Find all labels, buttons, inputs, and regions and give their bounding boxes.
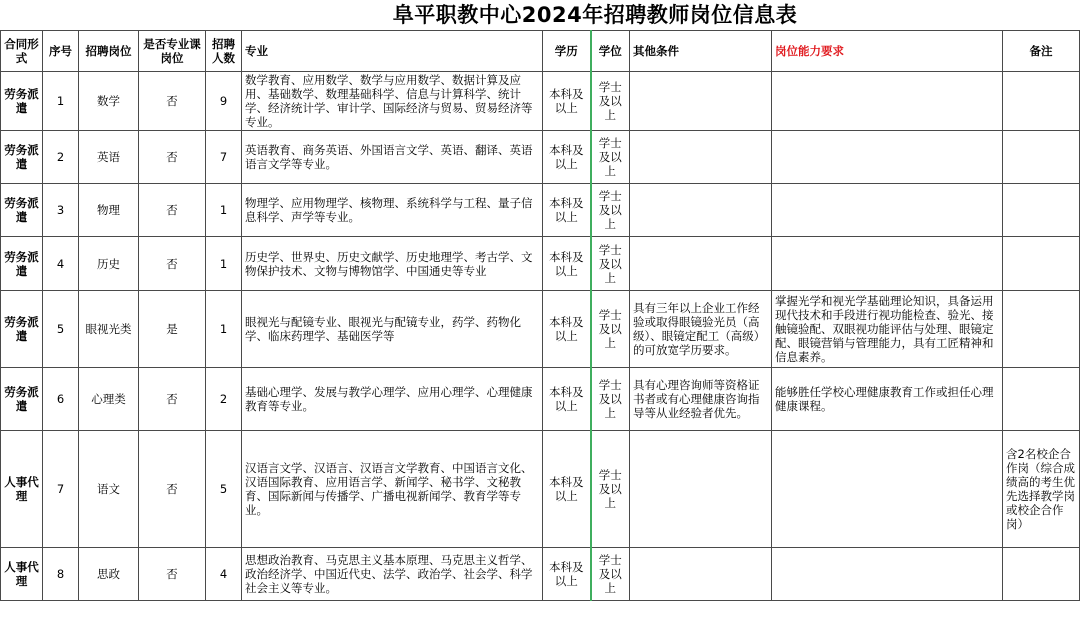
cell-ability: [772, 184, 1003, 237]
table-row: [1, 291, 1080, 368]
cell-specialized: 否: [139, 431, 206, 548]
cell-count: 9: [206, 72, 242, 131]
table-row: [1, 72, 1080, 131]
cell-contract: 人事代理: [1, 548, 43, 601]
header-count: 招聘人数: [206, 31, 242, 72]
table-row: [1, 184, 1080, 237]
cell-education: 本科及以上: [543, 291, 591, 368]
header-education: 学历: [543, 31, 591, 72]
cell-ability: [772, 431, 1003, 548]
cell-seq: 2: [43, 131, 79, 184]
cell-count: 1: [206, 237, 242, 291]
cell-contract: 劳务派遣: [1, 72, 43, 131]
cell-education: 本科及以上: [543, 184, 591, 237]
cell-remark: [1003, 131, 1080, 184]
cell-specialized: 否: [139, 548, 206, 601]
cell-education: 本科及以上: [543, 131, 591, 184]
cell-specialized: 是: [139, 291, 206, 368]
cell-degree: 学士及以上: [591, 237, 630, 291]
cell-remark: 含2名校企合作岗（综合成绩高的考生优先选择教学岗或校企合作岗）: [1003, 431, 1080, 548]
cell-degree: 学士及以上: [591, 431, 630, 548]
cell-seq: 8: [43, 548, 79, 601]
cell-education: 本科及以上: [543, 72, 591, 131]
cell-contract: 劳务派遣: [1, 184, 43, 237]
header-degree: 学位: [591, 31, 630, 72]
cell-specialized: 否: [139, 72, 206, 131]
cell-ability: [772, 548, 1003, 601]
cell-count: 7: [206, 131, 242, 184]
cell-post: 心理类: [79, 368, 139, 431]
cell-remark: [1003, 368, 1080, 431]
cell-education: 本科及以上: [543, 548, 591, 601]
cell-count: 4: [206, 548, 242, 601]
cell-count: 2: [206, 368, 242, 431]
cell-other: 具有心理咨询师等资格证书者或有心理健康咨询指导等从业经验者优先。: [630, 368, 772, 431]
table-header-row: [1, 31, 1080, 72]
table-row: [1, 237, 1080, 291]
cell-education: 本科及以上: [543, 368, 591, 431]
cell-ability: 能够胜任学校心理健康教育工作或担任心理健康课程。: [772, 368, 1003, 431]
cell-remark: [1003, 548, 1080, 601]
cell-remark: [1003, 291, 1080, 368]
header-other: 其他条件: [630, 31, 772, 72]
cell-major: 数学教育、应用数学、数学与应用数学、数据计算及应用、基础数学、数理基础科学、信息与计算科学、统计学、经济统计学、审计学、国际经济与贸易、贸易经济等专业。: [242, 72, 543, 131]
cell-major: 历史学、世界史、历史文献学、历史地理学、考古学、文物保护技术、文物与博物馆学、中国通史等专业: [242, 237, 543, 291]
header-remark: 备注: [1003, 31, 1080, 72]
cell-education: 本科及以上: [543, 431, 591, 548]
header-specialized: 是否专业课岗位: [139, 31, 206, 72]
cell-post: 历史: [79, 237, 139, 291]
cell-post: 英语: [79, 131, 139, 184]
cell-education: 本科及以上: [543, 237, 591, 291]
cell-remark: [1003, 237, 1080, 291]
cell-other: [630, 184, 772, 237]
cell-count: 5: [206, 431, 242, 548]
cell-degree: 学士及以上: [591, 131, 630, 184]
cell-remark: [1003, 72, 1080, 131]
header-seq: 序号: [43, 31, 79, 72]
cell-seq: 6: [43, 368, 79, 431]
cell-post: 物理: [79, 184, 139, 237]
header-ability: 岗位能力要求: [772, 31, 1003, 72]
cell-major: 眼视光与配镜专业、眼视光与配镜专业，药学、药物化学、临床药理学、基础医学等: [242, 291, 543, 368]
cell-degree: 学士及以上: [591, 184, 630, 237]
cell-post: 语文: [79, 431, 139, 548]
cell-degree: 学士及以上: [591, 72, 630, 131]
cell-major: 英语教育、商务英语、外国语言文学、英语、翻译、英语语言文学等专业。: [242, 131, 543, 184]
cell-seq: 3: [43, 184, 79, 237]
cell-specialized: 否: [139, 237, 206, 291]
table-row: [1, 131, 1080, 184]
table-row: [1, 548, 1080, 601]
cell-contract: 劳务派遣: [1, 237, 43, 291]
cell-ability: [772, 237, 1003, 291]
header-post: 招聘岗位: [79, 31, 139, 72]
cell-ability: 掌握光学和视光学基础理论知识，具备运用现代技术和手段进行视功能检查、验光、接触镜验配、双眼视功能评估与处理、眼镜定配、眼镜营销与管理能力，具有工匠精神和信息素养。: [772, 291, 1003, 368]
cell-seq: 5: [43, 291, 79, 368]
cell-degree: 学士及以上: [591, 368, 630, 431]
table-row: [1, 368, 1080, 431]
cell-degree: 学士及以上: [591, 548, 630, 601]
cell-seq: 4: [43, 237, 79, 291]
cell-degree: 学士及以上: [591, 291, 630, 368]
table-row: [1, 431, 1080, 548]
cell-major: 基础心理学、发展与教学心理学、应用心理学、心理健康教育等专业。: [242, 368, 543, 431]
cell-major: 物理学、应用物理学、核物理、系统科学与工程、量子信息科学、声学等专业。: [242, 184, 543, 237]
cell-major: 思想政治教育、马克思主义基本原理、马克思主义哲学、政治经济学、中国近代史、法学、政治学、社会学、科学社会主义等专业。: [242, 548, 543, 601]
cell-other: [630, 72, 772, 131]
cell-count: 1: [206, 291, 242, 368]
cell-contract: 劳务派遣: [1, 368, 43, 431]
cell-other: [630, 131, 772, 184]
cell-other: [630, 548, 772, 601]
cell-contract: 人事代理: [1, 431, 43, 548]
cell-post: 眼视光类: [79, 291, 139, 368]
cell-specialized: 否: [139, 368, 206, 431]
cell-ability: [772, 72, 1003, 131]
recruitment-table: [0, 30, 1080, 601]
cell-seq: 7: [43, 431, 79, 548]
cell-specialized: 否: [139, 184, 206, 237]
cell-remark: [1003, 184, 1080, 237]
cell-major: 汉语言文学、汉语言、汉语言文学教育、中国语言文化、汉语国际教育、应用语言学、新闻学、秘书学、文秘教育、国际新闻与传播学、广播电视新闻学、教育学等专业。: [242, 431, 543, 548]
cell-post: 数学: [79, 72, 139, 131]
cell-contract: 劳务派遣: [1, 131, 43, 184]
header-contract: 合同形式: [1, 31, 43, 72]
cell-other: [630, 237, 772, 291]
cell-other: 具有三年以上企业工作经验或取得眼镜验光员（高级）、眼镜定配工（高级）的可放宽学历要求。: [630, 291, 772, 368]
cell-other: [630, 431, 772, 548]
cell-post: 思政: [79, 548, 139, 601]
cell-contract: 劳务派遣: [1, 291, 43, 368]
cell-specialized: 否: [139, 131, 206, 184]
header-major: 专业: [242, 31, 543, 72]
cell-seq: 1: [43, 72, 79, 131]
cell-count: 1: [206, 184, 242, 237]
cell-ability: [772, 131, 1003, 184]
page-title: 阜平职教中心2024年招聘教师岗位信息表: [392, 3, 798, 27]
